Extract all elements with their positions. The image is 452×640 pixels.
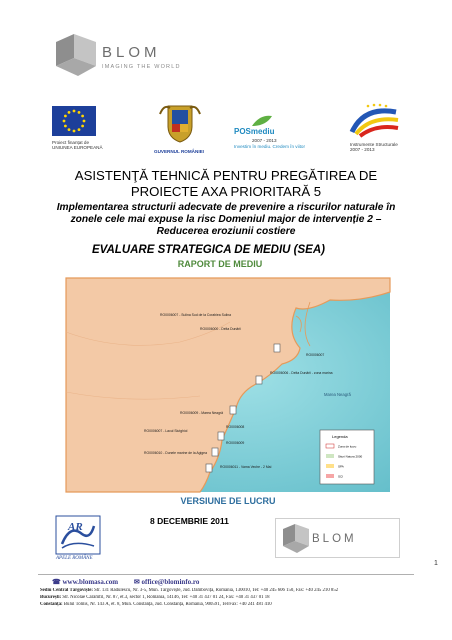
coat-of-arms-icon: [150, 100, 210, 146]
instrumente-caption: Instrumente Structurale 2007 - 2013: [350, 142, 398, 152]
gov-caption: GUVERNUL ROMÂNIEI: [154, 149, 204, 154]
email-link[interactable]: office@blominfo.ro: [141, 578, 200, 586]
map-label-3: RO0006007: [306, 353, 325, 357]
footer-line-3-text: Bulul Tomis, Nr. 143 A, et. 8, Mun. Constanța, Jud. Constanța, România, 900591, Tel/Fax: +40 241 481 410: [62, 602, 272, 607]
posmediu-leaf-icon: [250, 114, 274, 128]
posmediu-name: POSmediu: [234, 127, 275, 136]
footer-line-1-text: Str. 131 Rădulescu, Nr. 3-5, Mun. Târgoviște, Jud. Dâmbovița, România, 130010, Tel: +40 245 606 150, Fax: +40 245 210 852: [92, 588, 339, 593]
footer-line-1: [40, 588, 416, 594]
eu-caption: Proiect finanțat de UNIUNEA EUROPEANĂ: [52, 140, 103, 150]
partner-logos: [52, 100, 404, 162]
posmediu-years: 2007 - 2013: [252, 138, 277, 143]
legend-title: Legenda: [332, 434, 348, 439]
sea-name-label: Marea Neagră: [324, 392, 351, 397]
title-line-1: ASISTENŢĂ TEHNICĂ PENTRU PREGĂTIREA DE: [74, 168, 378, 183]
blom-mark-small-icon: [280, 521, 312, 557]
footer-line-1-label: Sediu Central Târgoviște:: [40, 588, 93, 593]
legend-item-1: Zona de lucru: [338, 444, 357, 449]
phone-icon: ☎: [52, 578, 61, 586]
footer-divider: [38, 574, 414, 575]
blom-logo-top: [52, 32, 222, 82]
blom-logo-bottom: [275, 518, 400, 558]
apele-caption: APELE ROMÂNE: [56, 556, 93, 561]
instrumente-swirl-icon: [348, 102, 402, 138]
map-legend: [320, 430, 374, 484]
raport-heading: RAPORT DE MEDIU: [177, 259, 263, 269]
blom-wordmark: BLOM: [102, 44, 161, 61]
footer-line-2-text: Str. Nicolae Caramfil, Nr. 87, et.3, sector 1, România, 14146, Tel: +40 31 437 01 24, Fax: +40 31 437 01 18: [61, 595, 270, 600]
page-number: 1: [434, 560, 438, 567]
map-label-4: RO0006006 - Delta Dunării - zona marina: [270, 371, 333, 375]
document-subtitle: Implementarea structurii adecvate de prevenire a riscurilor naturale în zonele cele mai expuse la risc Domeniul major de intervenție 2 – Reducerea eroziunii costiere: [56, 202, 396, 237]
eu-logo: [52, 106, 102, 154]
map-label-1: RO0006007 - Sulina Sud de la Corabiea Sulina: [160, 313, 232, 317]
blom-tagline: IMAGING THE WORLD: [102, 64, 181, 70]
map-label-8: RO0006009: [226, 441, 245, 445]
eu-flag-icon: [52, 106, 96, 136]
map-label-7: RO0006008: [226, 425, 245, 429]
legend-item-2: Situri Natura 2000: [338, 454, 363, 459]
blom-wordmark-bottom: BLOM: [312, 533, 357, 545]
map-label-10: RO0006011 - Vama Veche - 2 Mai: [220, 465, 272, 469]
map-label-5: RO0006009 - Marea Neagră: [180, 411, 223, 415]
versiune-label: VERSIUNE DE LUCRU: [180, 496, 276, 506]
sea-heading: EVALUARE STRATEGICA DE MEDIU (SEA): [92, 244, 325, 256]
legend-item-4: SCI: [338, 474, 344, 479]
footer-contacts: [52, 578, 199, 586]
instrumente-logo: [348, 102, 406, 160]
legend-item-3: SPA: [338, 464, 344, 469]
document-date: 8 DECEMBRIE 2011: [150, 516, 229, 526]
blom-mark-icon: [52, 32, 100, 82]
posmediu-logo: [230, 114, 312, 160]
map-figure: [60, 272, 396, 510]
title-line-2: PROIECTE AXA PRIORITARĂ 5: [130, 184, 322, 199]
footer-line-3-label: Constanța:: [40, 602, 63, 607]
svg-text:AR: AR: [68, 521, 83, 533]
coastal-map: [60, 272, 396, 510]
email-icon: ✉: [133, 578, 140, 586]
document-title: [40, 168, 412, 200]
footer-line-2: [40, 595, 416, 601]
map-label-9: RO0006010 - Dunele marine de la Agigea: [144, 451, 207, 455]
map-label-6: RO0006007 - Lacul Siutghiol: [144, 429, 188, 433]
footer-line-3: [40, 602, 416, 608]
map-label-2: RO0006000 - Delta Dunării: [200, 327, 241, 331]
gov-logo: [150, 100, 210, 162]
apele-romane-logo: [52, 514, 116, 564]
posmediu-slogan: Investim în mediu. Credem în viitor: [234, 144, 305, 149]
website-link[interactable]: www.blomasa.com: [62, 578, 119, 586]
footer-line-2-label: București:: [40, 595, 62, 600]
